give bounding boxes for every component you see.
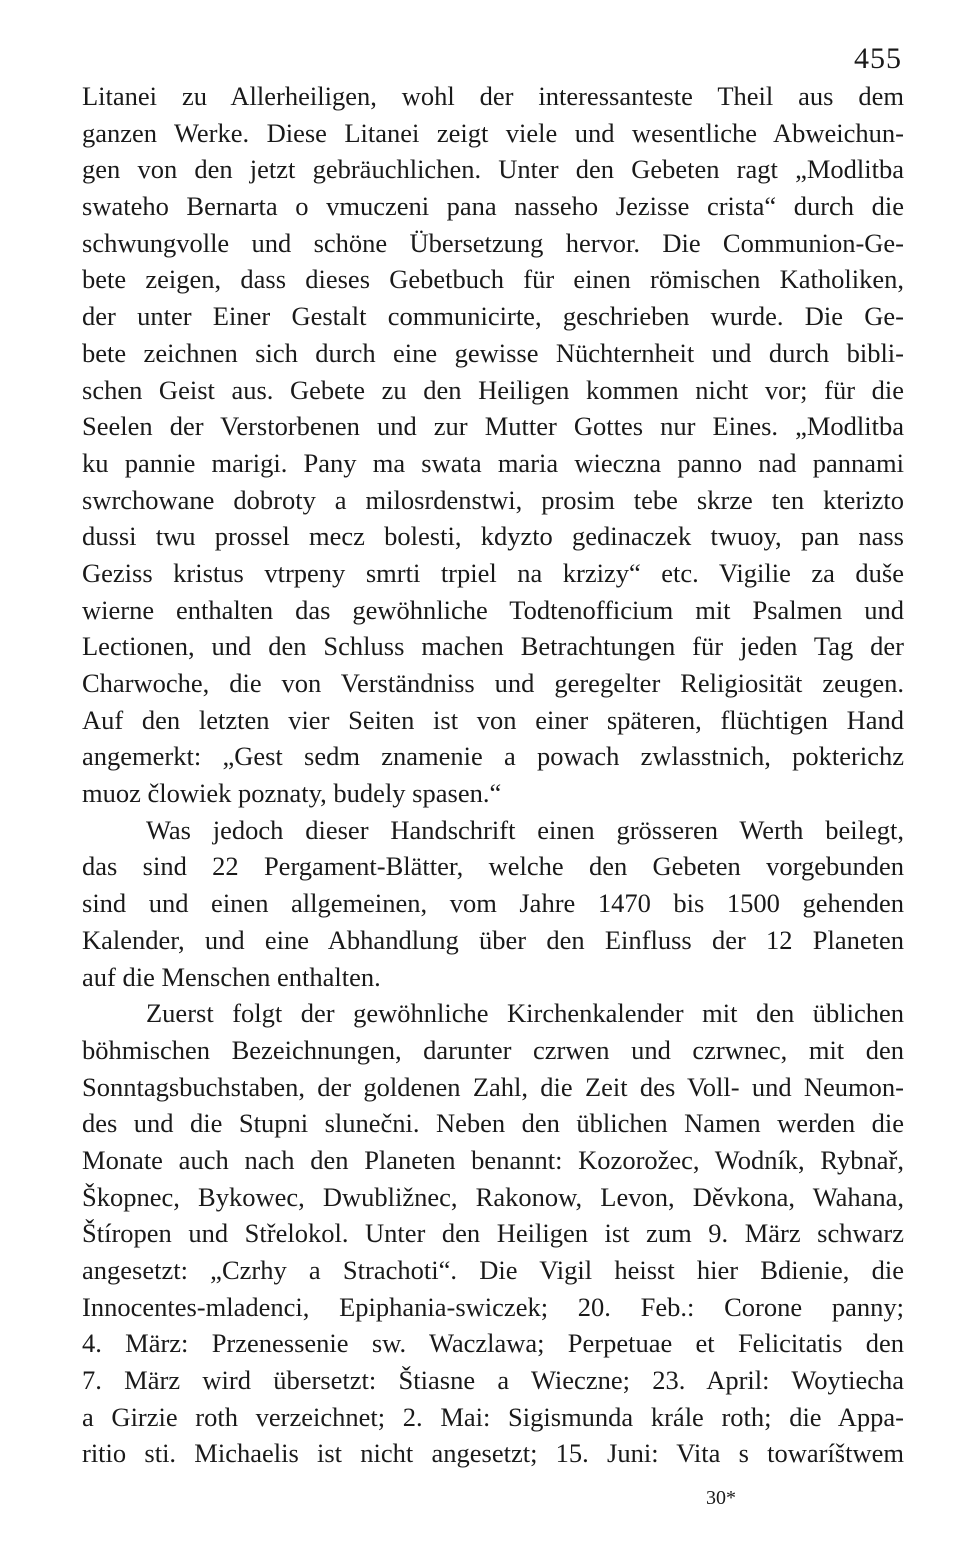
text-line: schwungvolle und schöne Übersetzung hervor. Die Communion-Ge- (82, 227, 904, 258)
text-line: Kalender, und eine Abhandlung über den Einfluss der 12 Planeten (82, 924, 904, 955)
text-line: muoz člowiek poznaty, budely spasen.“ (82, 778, 502, 809)
text-line: sind und einen allgemeinen, vom Jahre 1470 bis 1500 gehenden (82, 888, 904, 919)
text-line: ganzen Werke. Diese Litanei zeigt viele und wesentliche Abweichun- (82, 117, 904, 148)
text-line: dussi twu prossel mecz bolesti, kdyzto gedinaczek twuoy, pan nass (82, 521, 904, 552)
text-line: bete zeichnen sich durch eine gewisse Nüchternheit und durch bibli- (82, 337, 904, 368)
text-line: das sind 22 Pergament-Blätter, welche den Gebeten vorgebunden (82, 851, 904, 882)
text-line: bete zeigen, dass dieses Gebetbuch für einen römischen Katholiken, (82, 264, 904, 295)
text-line: auf die Menschen enthalten. (82, 961, 381, 992)
text-line: Innocentes-mladenci, Epiphania-swiczek; 20. Feb.: Corone panny; (82, 1291, 904, 1322)
text-line: a Girzie roth verzeichnet; 2. Mai: Sigismunda krále roth; die Appa- (82, 1401, 904, 1432)
text-line: Štíropen und Střelokol. Unter den Heiligen ist zum 9. März schwarz (82, 1218, 904, 1249)
body-text (82, 78, 904, 1472)
text-line: Was jedoch dieser Handschrift einen grösseren Werth beilegt, (146, 814, 904, 845)
printer-signature-mark: 30* (706, 1487, 736, 1509)
text-line: angesetzt: „Czrhy a Strachoti“. Die Vigil heisst hier Bdienie, die (82, 1255, 904, 1285)
text-line: ku pannie marigi. Pany ma swata maria wieczna panno nad pannami (82, 447, 904, 478)
text-line: 4. März: Przenessenie sw. Waczlawa; Perpetuae et Felicitatis den (82, 1328, 904, 1359)
text-line: gen von den jetzt gebräuchlichen. Unter den Gebeten ragt „Modlitba (82, 154, 904, 185)
text-line: Auf den letzten vier Seiten ist von einer späteren, flüchtigen Hand (82, 704, 904, 735)
text-line: Litanei zu Allerheiligen, wohl der interessanteste Theil aus dem (82, 81, 904, 111)
text-line: Monate auch nach den Planeten benannt: Kozorožec, Wodník, Rybnař, (82, 1144, 904, 1175)
text-line: swateho Bernarta o vmuczeni pana nasseho Jezisse crista“ durch die (82, 191, 904, 222)
text-line: 7. März wird übersetzt: Štiasne a Wieczne; 23. April: Woytiecha (82, 1365, 904, 1396)
text-line: böhmischen Bezeichnungen, darunter czrwen und czrwnec, mit den (82, 1034, 904, 1065)
text-line: Charwoche, die von Verständniss und geregelter Religiosität zeugen. (82, 668, 904, 698)
page-number: 455 (854, 42, 902, 75)
text-line: schen Geist aus. Gebete zu den Heiligen kommen nicht vor; für die (82, 374, 904, 405)
text-line: ritio sti. Michaelis ist nicht angesetzt; 15. Juni: Vita s towaríštwem (82, 1438, 904, 1469)
text-line: Seelen der Verstorbenen und zur Mutter Gottes nur Eines. „Modlitba (82, 411, 904, 442)
text-line: swrchowane dobroty a milosrdenstwi, prosim tebe skrze ten kterizto (82, 484, 904, 515)
text-line: der unter Einer Gestalt communicirte, geschrieben wurde. Die Ge- (82, 301, 904, 332)
text-line: Sonntagsbuchstaben, der goldenen Zahl, die Zeit des Voll- und Neumon- (82, 1071, 904, 1102)
text-line: Lectionen, und den Schluss machen Betrachtungen für jeden Tag der (82, 631, 904, 662)
text-line: Geziss kristus vtrpeny smrti trpiel na krzizy“ etc. Vigilie za duše (82, 557, 904, 588)
text-line: angemerkt: „Gest sedm znamenie a powach zwlasstnich, pokterichz (82, 741, 904, 772)
text-line: des und die Stupni slunečni. Neben den üblichen Namen werden die (82, 1108, 904, 1139)
text-line: Zuerst folgt der gewöhnliche Kirchenkalender mit den üblichen (146, 998, 904, 1029)
text-line: wierne enthalten das gewöhnliche Todtenofficium mit Psalmen und (82, 594, 904, 625)
text-line: Škopnec, Bykowec, Dwubližnec, Rakonow, Levon, Děvkona, Wahana, (82, 1181, 904, 1212)
